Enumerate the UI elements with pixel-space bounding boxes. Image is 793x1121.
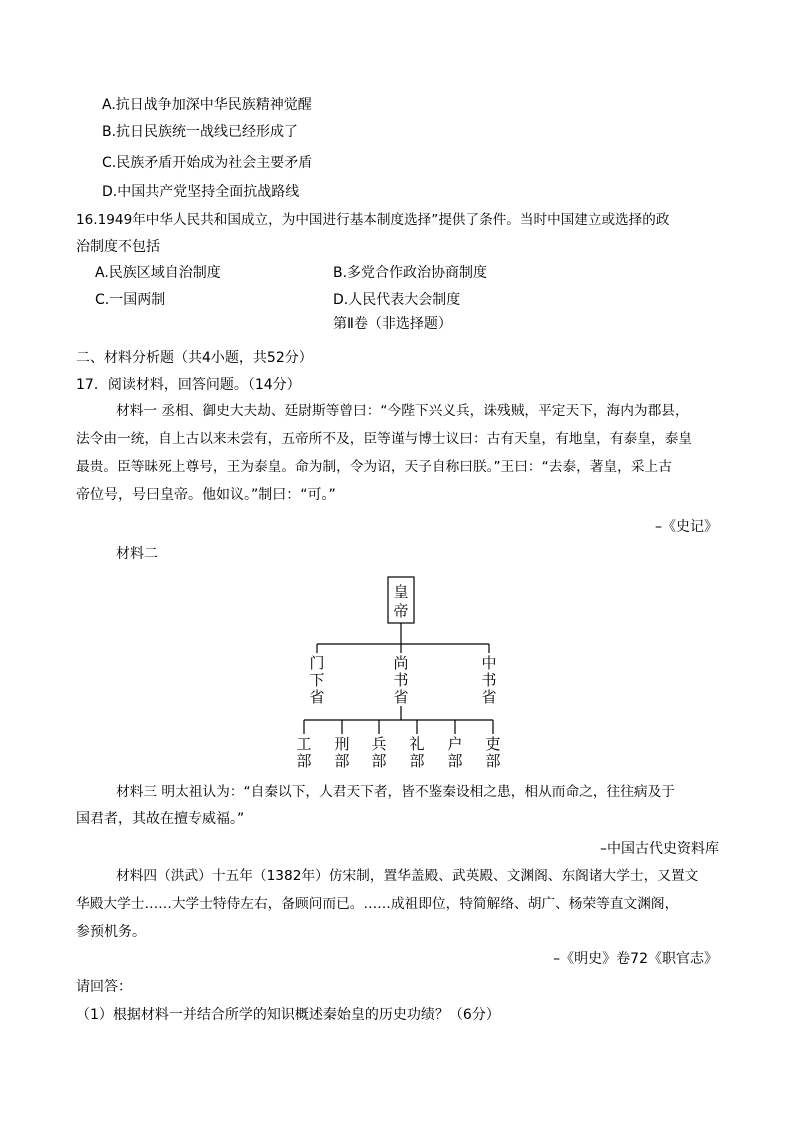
- q17-stem: 17．阅读材料，回答问题。（14分）: [76, 377, 301, 393]
- q16-option-c: C.一国两制: [95, 292, 166, 308]
- hubu-char-2: 部: [447, 752, 463, 770]
- section-two-heading: 二、材料分析题（共4小题，共52分）: [76, 350, 313, 366]
- zhongshu-char-1: 中: [481, 654, 497, 672]
- xingbu-char-2: 部: [334, 752, 350, 770]
- shangshu-char-2: 书: [393, 671, 409, 689]
- material-four-line2: 华殿大学士……大学士特侍左右，备顾问而已。……成祖即位，特简解络、胡广、杨荣等直文渊阁，: [76, 896, 679, 912]
- material-four-line3: 参预机务。: [76, 924, 146, 940]
- zhongshu-char-2: 书: [481, 671, 497, 689]
- material-four-line1: 材料四（洪武）十五年（1382年）仿宋制，置华盖殿、武英殿、文渊阁、东阁诸大学士，又置文: [116, 868, 699, 884]
- libu-personnel-char-2: 部: [485, 752, 501, 770]
- part2-title: 第Ⅱ卷（非选择题）: [333, 316, 452, 332]
- q16-option-b: B.多党合作政治协商制度: [333, 265, 488, 281]
- bingbu-char-1: 兵: [371, 735, 387, 753]
- gongbu-char-1: 工: [296, 735, 312, 753]
- xingbu-char-1: 刑: [334, 735, 350, 753]
- q16-option-d: D.人民代表大会制度: [333, 292, 461, 308]
- material-one-source: –《史记》: [655, 519, 718, 535]
- sub-question-1: （1）根据材料一并结合所学的知识概述秦始皇的历史功绩？（6分）: [76, 1007, 500, 1023]
- material-two-label: 材料二: [116, 546, 158, 562]
- q15-option-d: D.中国共产党坚持全面抗战路线: [102, 184, 300, 200]
- hubu-char-1: 户: [447, 735, 463, 753]
- material-three-source: –中国古代史资料库: [600, 841, 719, 857]
- material-three-line1: 材料三 明太祖认为：“自秦以下，人君天下者，皆不鉴秦设相之患，相从而命之，往往病及于: [116, 784, 675, 800]
- emperor-char-2: 帝: [393, 602, 409, 620]
- q15-option-b: B.抗日民族统一战线已经形成了: [102, 124, 299, 140]
- material-four-source: –《明史》卷72《职官志》: [553, 951, 718, 967]
- material-three-line2: 国君者，其故在擅专威福。”: [76, 811, 245, 827]
- material-one-line4: 帝位号，号曰皇帝。他如议。”制曰：“可。”: [76, 487, 336, 503]
- libu-rites-char-1: 礼: [409, 735, 425, 753]
- gongbu-char-2: 部: [296, 752, 312, 770]
- zhongshu-char-3: 省: [481, 688, 497, 706]
- emperor-char-1: 皇: [393, 583, 409, 601]
- answer-prompt: 请回答：: [76, 979, 132, 995]
- bingbu-char-2: 部: [371, 752, 387, 770]
- libu-personnel-char-1: 吏: [485, 735, 501, 753]
- menxia-char-2: 下: [309, 671, 325, 689]
- material-one-line1: 材料一 丞相、御史大夫劫、廷尉斯等曾曰：“今陛下兴义兵，诛残贼，平定天下，海内为郡县，: [116, 403, 689, 419]
- q15-option-a: A.抗日战争加深中华民族精神觉醒: [102, 97, 312, 113]
- menxia-char-1: 门: [309, 654, 325, 672]
- menxia-char-3: 省: [309, 688, 325, 706]
- q16-stem-line1: 16.1949年中华人民共和国成立，为中国进行基本制度选择”提供了条件。当时中国建立或选择的政: [76, 212, 670, 228]
- shangshu-char-3: 省: [393, 688, 409, 706]
- shangshu-char-1: 尚: [393, 654, 409, 672]
- material-one-line3: 最贵。臣等昧死上尊号，王为泰皇。命为制，令为诏，天子自称曰朕。”王曰：“去泰，著皇，采上古: [76, 459, 672, 475]
- q16-option-a: A.民族区域自治制度: [95, 265, 221, 281]
- q16-stem-line2: 治制度不包括: [76, 239, 160, 255]
- material-one-line2: 法令由一统，自上古以来未尝有，五帝所不及，臣等谨与博士议曰：古有天皇，有地皇，有泰皇，泰皇: [76, 431, 692, 447]
- q15-option-c: C.民族矛盾开始成为社会主要矛盾: [102, 155, 313, 171]
- libu-rites-char-2: 部: [409, 752, 425, 770]
